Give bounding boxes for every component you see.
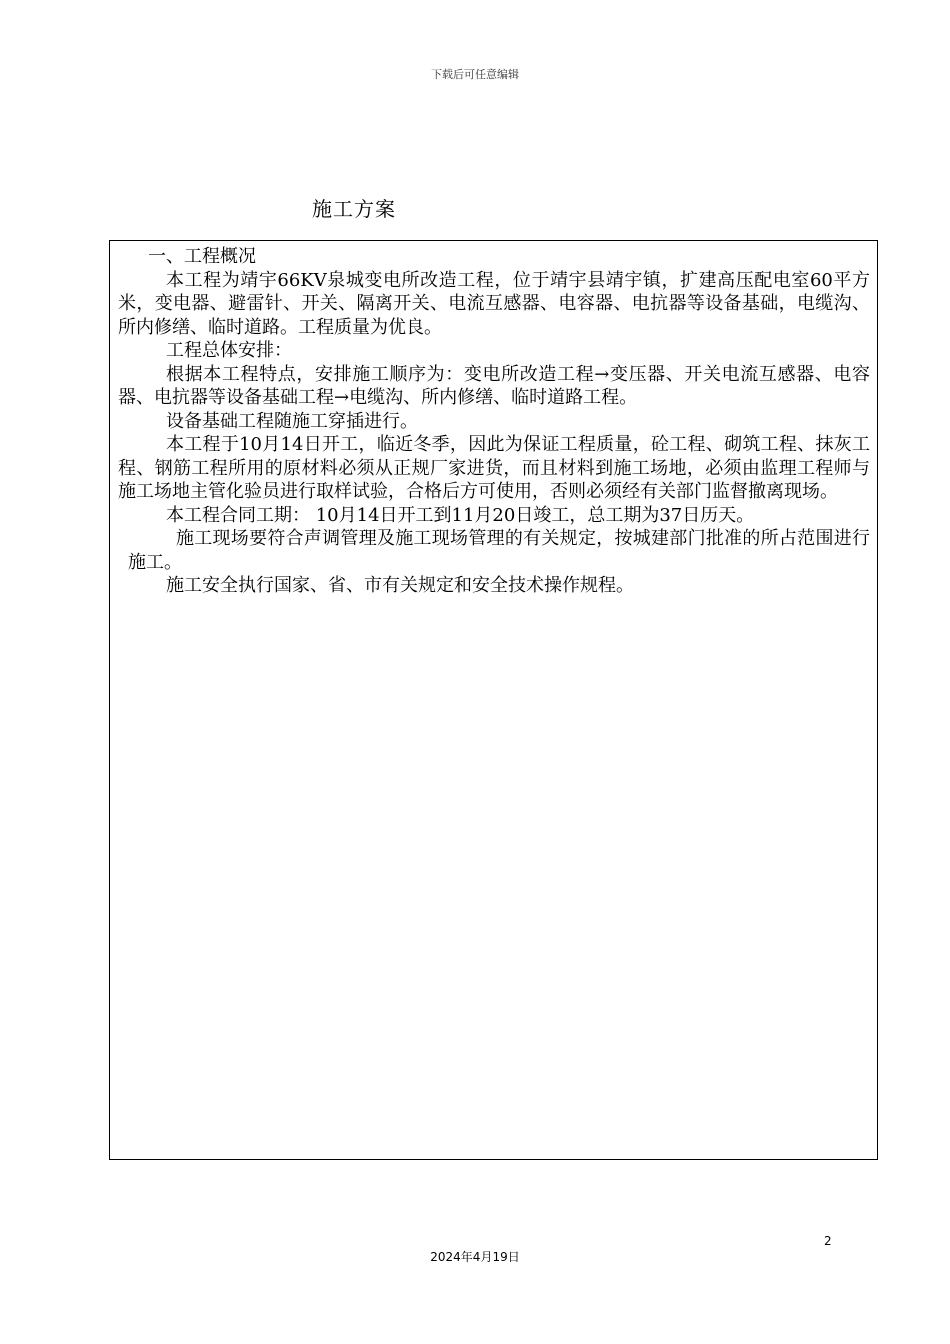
page-number: 2: [824, 1234, 832, 1248]
header-note: 下载后可任意编辑: [431, 68, 519, 81]
paragraph-site-management: 施工现场要符合声调管理及施工现场管理的有关规定，按城建部门批准的所占范围进行施工。: [128, 528, 870, 573]
document-title: 施工方案: [312, 197, 396, 221]
paragraph-materials: 本工程于10月14日开工，临近冬季，因此为保证工程质量，砼工程、砌筑工程、抹灰工程、钢筋工程所用的原材料必须从正规厂家进货，而且材料到施工场地，必须由监理工程师与施工场地主管化验员进行取样试验，合格后方可使用，否则必须经有关部门监督撤离现场。: [118, 434, 870, 502]
content-body: [118, 245, 870, 598]
paragraph-construction-sequence: 根据本工程特点，安排施工顺序为：变电所改造工程→变压器、开关电流互感器、电容器、电抗器等设备基础工程→电缆沟、所内修缮、临时道路工程。: [118, 363, 870, 408]
paragraph-overall-arrangement-heading: 工程总体安排：: [166, 340, 292, 361]
section-heading: 一、工程概况: [148, 246, 256, 267]
paragraph-project-overview: 本工程为靖宇66KV泉城变电所改造工程，位于靖宇县靖宇镇，扩建高压配电室60平方米，变电器、避雷针、开关、隔离开关、电流互感器、电容器、电抗器等设备基础，电缆沟、所内修缮、临时道路。工程质量为优良。: [118, 269, 870, 338]
footer-date: 2024年4月19日: [430, 1250, 520, 1264]
paragraph-safety: 施工安全执行国家、省、市有关规定和安全技术操作规程。: [166, 575, 634, 596]
content-box: [109, 240, 878, 1160]
paragraph-foundation-work: 设备基础工程随施工穿插进行。: [166, 410, 418, 432]
paragraph-contract-period: 本工程合同工期： 10月14日开工到11月20日竣工，总工期为37日历天。: [166, 504, 755, 526]
